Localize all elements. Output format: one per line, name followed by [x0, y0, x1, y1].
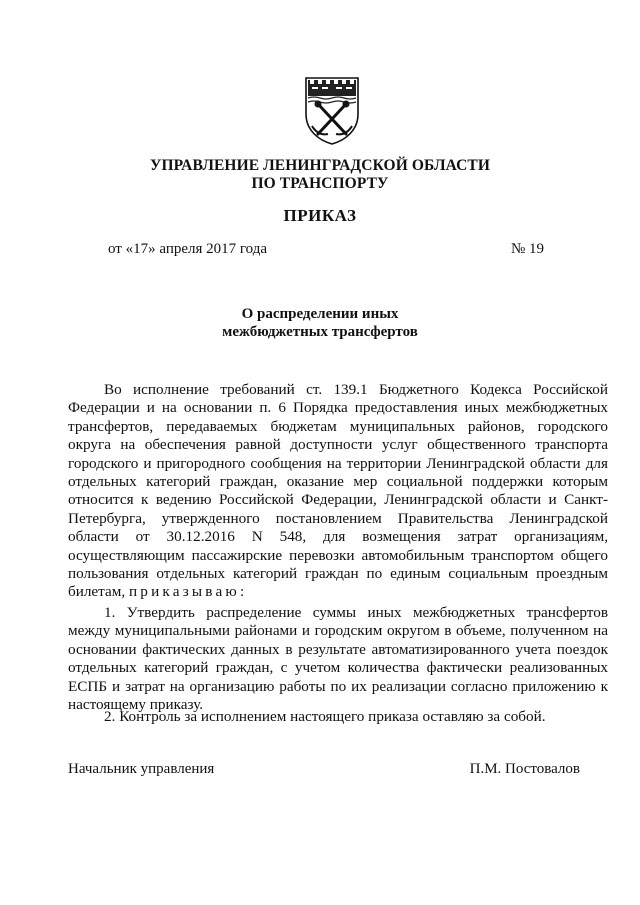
document-number: № 19: [510, 241, 544, 257]
preamble-text: Во исполнение требований ст. 139.1 Бюджетного Кодекса Российской Федерации и на основании п. 6 Порядка предоставления иных межбюджетных трансфертов, передаваемых бюджетам муниципальных районов, городского округа на обеспечения равной доступности услуг общественного транспорта городского и пригородного сообщения на территории Ленинградской области для отдельных категорий граждан, оказание мер социальной поддержки которым относится к ведению Российской Федерации, Ленинградской области и Санкт-Петербурга, утвержденного постановлением Правительства Ленинградской области от 30.12.2016 N 548, для возмещения затрат организациям, осуществляющим пассажирские перевозки автомобильным транспортом общего пользования отдельных категорий граждан по единым социальным проездным билетам,: [68, 381, 608, 601]
preamble-paragraph: [68, 381, 608, 602]
organization-title-line-2: ПО ТРАНСПОРТУ: [251, 175, 389, 192]
signatory-position: Начальник управления: [68, 761, 215, 777]
order-item-1: 1. Утвердить распределение суммы иных межбюджетных трансфертов между муниципальными районами и городским округом в объеме, полученном на основании фактических данных в результате автоматизированного учета поездок отдельных категорий граждан, с учетом количества фактически реализованных ЕСПБ и затрат на организацию работы по их реализации согласно приложению к настоящему приказу.: [68, 604, 608, 714]
subject-line-1: О распределении иных: [241, 306, 399, 322]
order-word: приказываю:: [128, 583, 248, 601]
document-date: от «17» апреля 2017 года: [108, 241, 268, 257]
organization-title-line-1: УПРАВЛЕНИЕ ЛЕНИНГРАДСКОЙ ОБЛАСТИ: [149, 157, 491, 174]
subject-line-2: межбюджетных трансфертов: [222, 324, 418, 340]
document-type: ПРИКАЗ: [283, 206, 357, 225]
order-item-2: 2. Контроль за исполнением настоящего приказа оставляю за собой.: [104, 708, 546, 725]
coat-of-arms-icon: [302, 74, 362, 146]
signatory-name: П.М. Постовалов: [469, 761, 580, 777]
